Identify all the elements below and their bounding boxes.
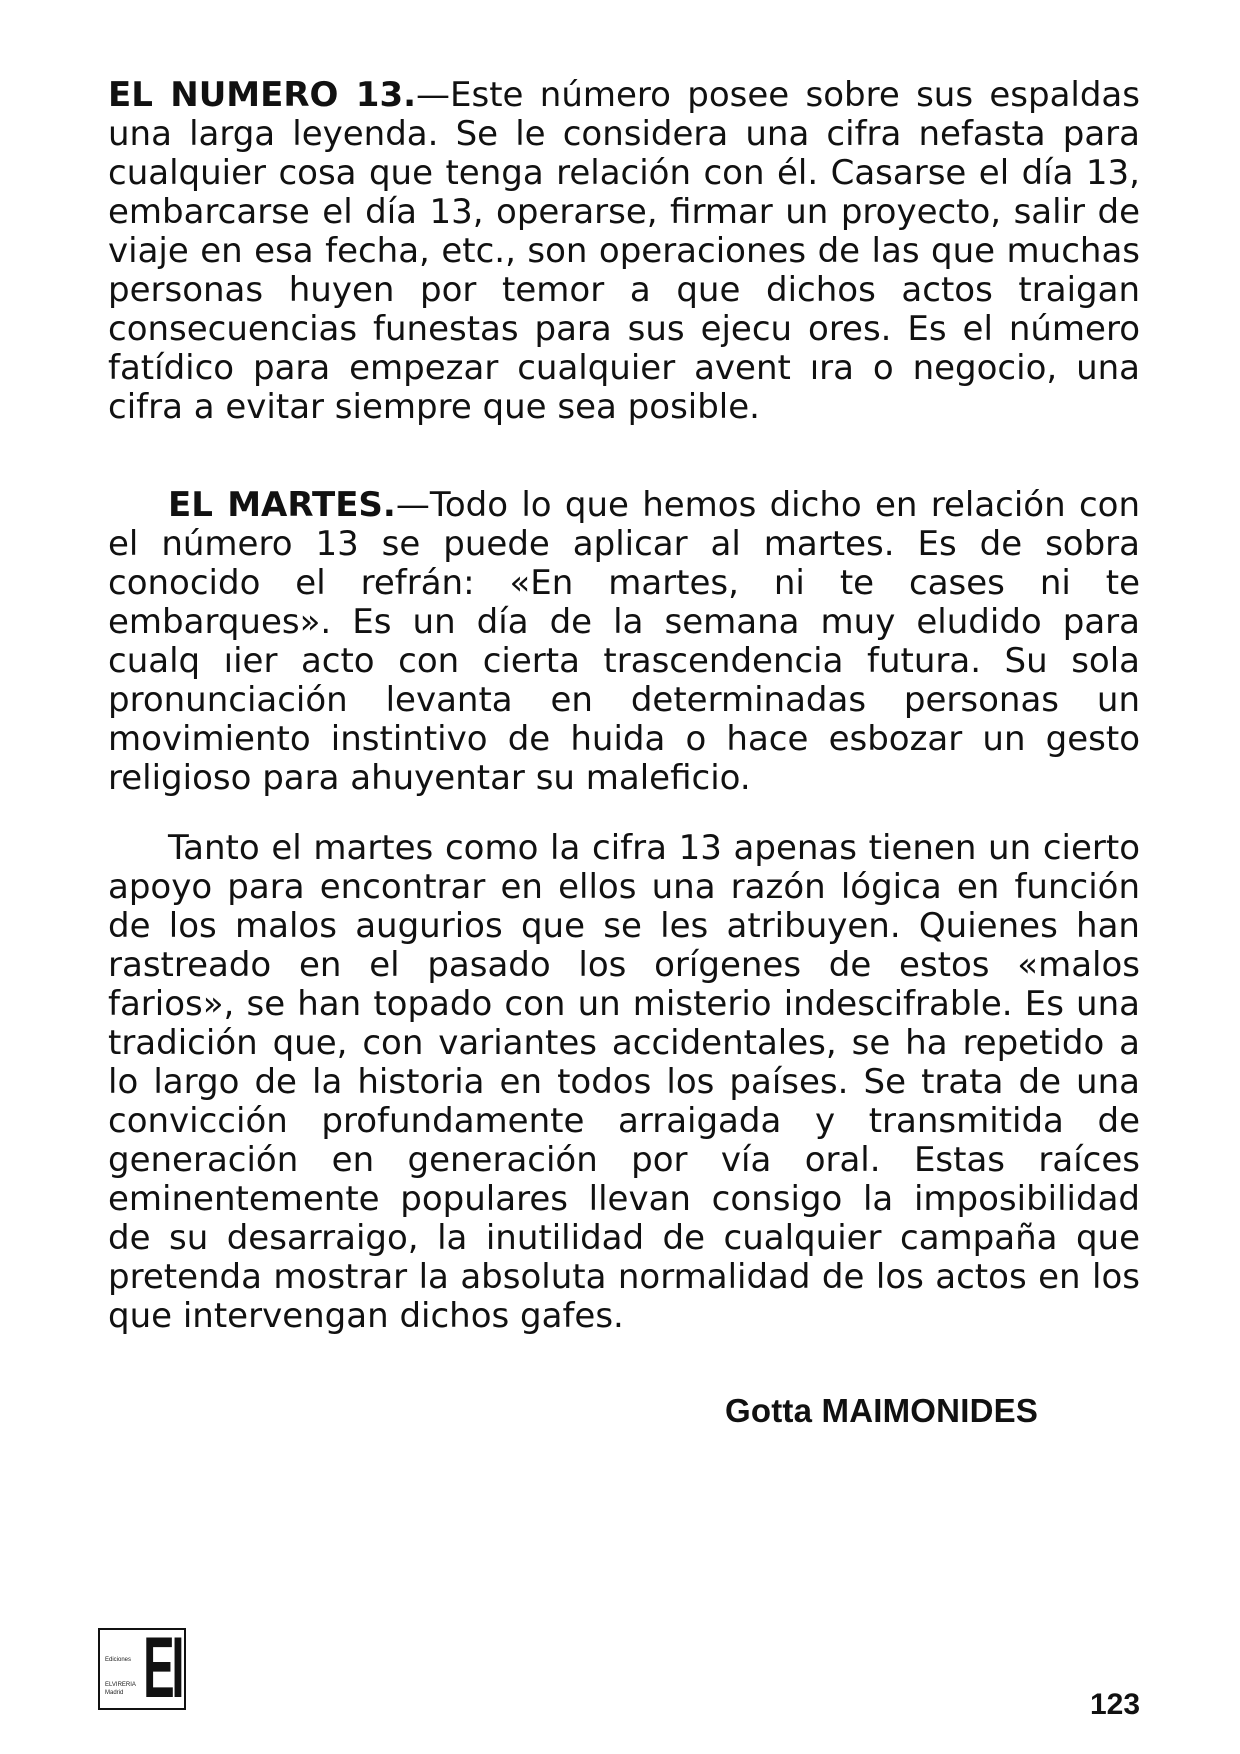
- paragraph-body: —Todo lo que hemos dicho en relación con el número 13 se puede aplicar al martes. Es de sobra conocido el refrán: «En martes, ni te cases ni te embarques». Es un día de la semana muy eludido para cualq ıier acto con cierta trascendencia futura. Su sola pronunciación levanta en determinadas personas un movimiento instintivo de huida o hace esbozar un gesto religioso para ahuyentar su maleficio.: [108, 485, 1140, 798]
- heading-numero-13: EL NUMERO 13.: [108, 75, 417, 115]
- paragraph-martes: [108, 486, 1140, 798]
- logo-mark: EI: [142, 1620, 181, 1716]
- paragraph-body: —Este número posee sobre sus espaldas una larga leyenda. Se le considera una cifra nefasta para cualquier cosa que tenga relación con él. Casarse el día 13, embarcarse el día 13, operarse, firmar un proyecto, salir de viaje en esa fecha, etc., son operaciones de las que muchas personas huyen por temor a que dichos actos traigan consecuencias funestas para sus ejecu ores. Es el número fatídico para empezar cualquier avent ıra o negocio, una cifra a evitar siempre que sea posible.: [108, 75, 1140, 427]
- page-number: 123: [1090, 1688, 1141, 1721]
- logo-text-publisher: ELVIRERIA: [105, 1682, 136, 1688]
- paragraph-conclusion: [108, 829, 1140, 1336]
- paragraph-numero-13: [108, 76, 1140, 427]
- publisher-logo: [98, 1620, 186, 1716]
- paragraph-body: Tanto el martes como la cifra 13 apenas tienen un cierto apoyo para encontrar en ellos una razón lógica en función de los malos augurios que se les atribuyen. Quienes han rastreado en el pasado los orígenes de estos «malos farios», se han topado con un misterio indescifrable. Es una tradición que, con variantes accidentales, se ha repetido a lo largo de la historia en todos los países. Se trata de una convicción profundamente arraigada y transmitida de generación en generación por vía oral. Estas raíces eminentemente populares llevan consigo la imposibilidad de su desarraigo, la inutilidad de cualquier campaña que pretenda mostrar la absoluta normalidad de los actos en los que intervengan dichos gafes.: [108, 828, 1140, 1336]
- author-signature: Gotta MAIMONIDES: [725, 1392, 1039, 1429]
- logo-text-city: Madrid: [105, 1690, 124, 1696]
- logo-text-ediciones: Ediciones: [105, 1657, 132, 1663]
- heading-martes: EL MARTES.: [168, 485, 396, 525]
